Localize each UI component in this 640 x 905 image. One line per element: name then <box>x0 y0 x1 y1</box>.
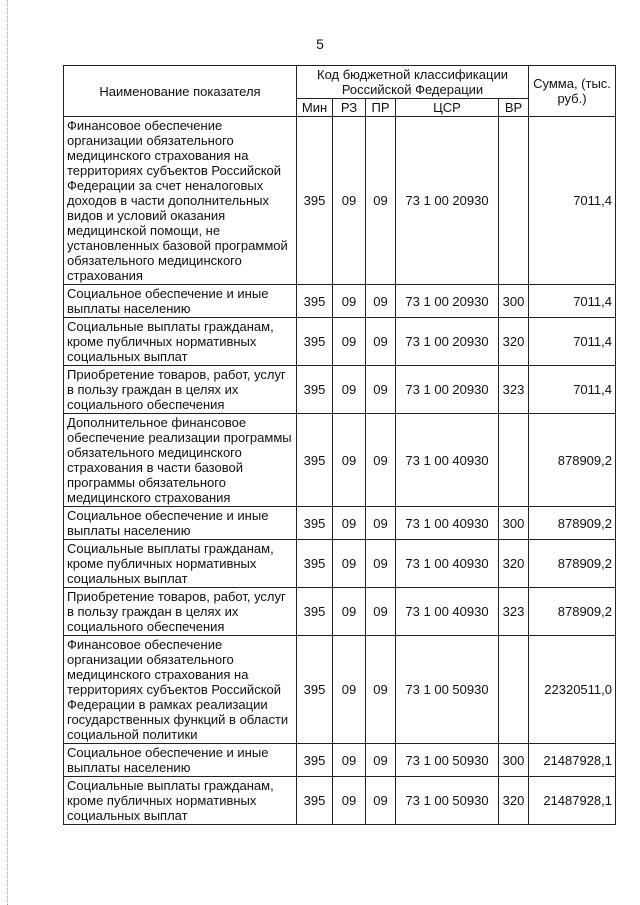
row-pr: 09 <box>366 540 396 588</box>
page-number: 5 <box>316 36 324 52</box>
row-vr: 323 <box>499 588 529 636</box>
table-row <box>64 777 616 825</box>
header-pr: ПР <box>366 99 396 117</box>
row-pr: 09 <box>366 777 396 825</box>
row-name: Приобретение товаров, работ, услуг в пользу граждан в целях их социального обеспечения <box>64 588 297 636</box>
row-vr: 320 <box>499 540 529 588</box>
row-min: 395 <box>297 414 333 507</box>
row-csr: 73 1 00 40930 <box>396 588 499 636</box>
row-csr: 73 1 00 50930 <box>396 777 499 825</box>
row-min: 395 <box>297 117 333 285</box>
row-name: Приобретение товаров, работ, услуг в пользу граждан в целях их социального обеспечения <box>64 366 297 414</box>
row-sum: 7011,4 <box>529 117 616 285</box>
row-rz: 09 <box>333 318 366 366</box>
row-min: 395 <box>297 318 333 366</box>
row-rz: 09 <box>333 777 366 825</box>
row-min: 395 <box>297 744 333 777</box>
row-vr <box>499 414 529 507</box>
row-name: Социальные выплаты гражданам, кроме публичных нормативных социальных выплат <box>64 777 297 825</box>
row-pr: 09 <box>366 588 396 636</box>
header-name: Наименование показателя <box>64 66 297 117</box>
row-rz: 09 <box>333 636 366 744</box>
table-row <box>64 588 616 636</box>
row-vr <box>499 117 529 285</box>
row-sum: 7011,4 <box>529 318 616 366</box>
table-row <box>64 285 616 318</box>
row-pr: 09 <box>366 285 396 318</box>
row-pr: 09 <box>366 507 396 540</box>
row-pr: 09 <box>366 414 396 507</box>
row-rz: 09 <box>333 117 366 285</box>
table-header <box>64 66 616 117</box>
row-name: Социальные выплаты гражданам, кроме публичных нормативных социальных выплат <box>64 318 297 366</box>
row-sum: 878909,2 <box>529 414 616 507</box>
row-csr: 73 1 00 40930 <box>396 507 499 540</box>
header-rz: РЗ <box>333 99 366 117</box>
row-vr: 320 <box>499 318 529 366</box>
row-csr: 73 1 00 40930 <box>396 414 499 507</box>
row-sum: 21487928,1 <box>529 744 616 777</box>
row-pr: 09 <box>366 117 396 285</box>
row-name: Социальное обеспечение и иные выплаты населению <box>64 285 297 318</box>
row-rz: 09 <box>333 588 366 636</box>
row-csr: 73 1 00 20930 <box>396 117 499 285</box>
header-csr: ЦСР <box>396 99 499 117</box>
row-name: Финансовое обеспечение организации обязательного медицинского страхования на территориях субъектов Российской Федерации в рамках реализации государственных функций в области социальной политики <box>64 636 297 744</box>
row-sum: 7011,4 <box>529 366 616 414</box>
row-name: Социальные выплаты гражданам, кроме публичных нормативных социальных выплат <box>64 540 297 588</box>
row-csr: 73 1 00 20930 <box>396 318 499 366</box>
row-pr: 09 <box>366 744 396 777</box>
header-min: Мин <box>297 99 333 117</box>
table-row <box>64 507 616 540</box>
row-min: 395 <box>297 540 333 588</box>
row-vr: 323 <box>499 366 529 414</box>
table-row <box>64 318 616 366</box>
row-csr: 73 1 00 50930 <box>396 636 499 744</box>
row-rz: 09 <box>333 285 366 318</box>
table-row <box>64 414 616 507</box>
table-row <box>64 744 616 777</box>
header-code-group: Код бюджетной классификации Российской Федерации <box>297 66 529 99</box>
header-vr: ВР <box>499 99 529 117</box>
row-vr: 300 <box>499 507 529 540</box>
table-row <box>64 366 616 414</box>
row-rz: 09 <box>333 366 366 414</box>
table-row <box>64 540 616 588</box>
row-pr: 09 <box>366 366 396 414</box>
row-min: 395 <box>297 636 333 744</box>
row-min: 395 <box>297 777 333 825</box>
table-row <box>64 636 616 744</box>
budget-table <box>63 65 616 825</box>
row-csr: 73 1 00 20930 <box>396 285 499 318</box>
row-min: 395 <box>297 285 333 318</box>
row-csr: 73 1 00 50930 <box>396 744 499 777</box>
row-name: Дополнительное финансовое обеспечение реализации программы обязательного медицинского страхования в части базовой программы обязательного медицинского страхования <box>64 414 297 507</box>
row-min: 395 <box>297 588 333 636</box>
row-min: 395 <box>297 507 333 540</box>
table-row <box>64 117 616 285</box>
row-csr: 73 1 00 20930 <box>396 366 499 414</box>
row-csr: 73 1 00 40930 <box>396 540 499 588</box>
scan-margin-line <box>7 0 8 905</box>
row-pr: 09 <box>366 318 396 366</box>
row-name: Финансовое обеспечение организации обязательного медицинского страхования на территориях субъектов Российской Федерации за счет неналоговых доходов в части дополнительных видов и условий оказания медицинской помощи, не установленных базовой программой обязательного медицинского страхования <box>64 117 297 285</box>
row-vr <box>499 636 529 744</box>
row-sum: 878909,2 <box>529 507 616 540</box>
row-sum: 22320511,0 <box>529 636 616 744</box>
row-vr: 300 <box>499 744 529 777</box>
row-rz: 09 <box>333 540 366 588</box>
row-sum: 7011,4 <box>529 285 616 318</box>
row-vr: 300 <box>499 285 529 318</box>
row-rz: 09 <box>333 414 366 507</box>
row-vr: 320 <box>499 777 529 825</box>
row-pr: 09 <box>366 636 396 744</box>
row-min: 395 <box>297 366 333 414</box>
row-rz: 09 <box>333 507 366 540</box>
row-rz: 09 <box>333 744 366 777</box>
row-name: Социальное обеспечение и иные выплаты населению <box>64 507 297 540</box>
row-sum: 878909,2 <box>529 540 616 588</box>
row-name: Социальное обеспечение и иные выплаты населению <box>64 744 297 777</box>
header-sum: Сумма, (тыс. руб.) <box>529 66 616 117</box>
row-sum: 21487928,1 <box>529 777 616 825</box>
row-sum: 878909,2 <box>529 588 616 636</box>
